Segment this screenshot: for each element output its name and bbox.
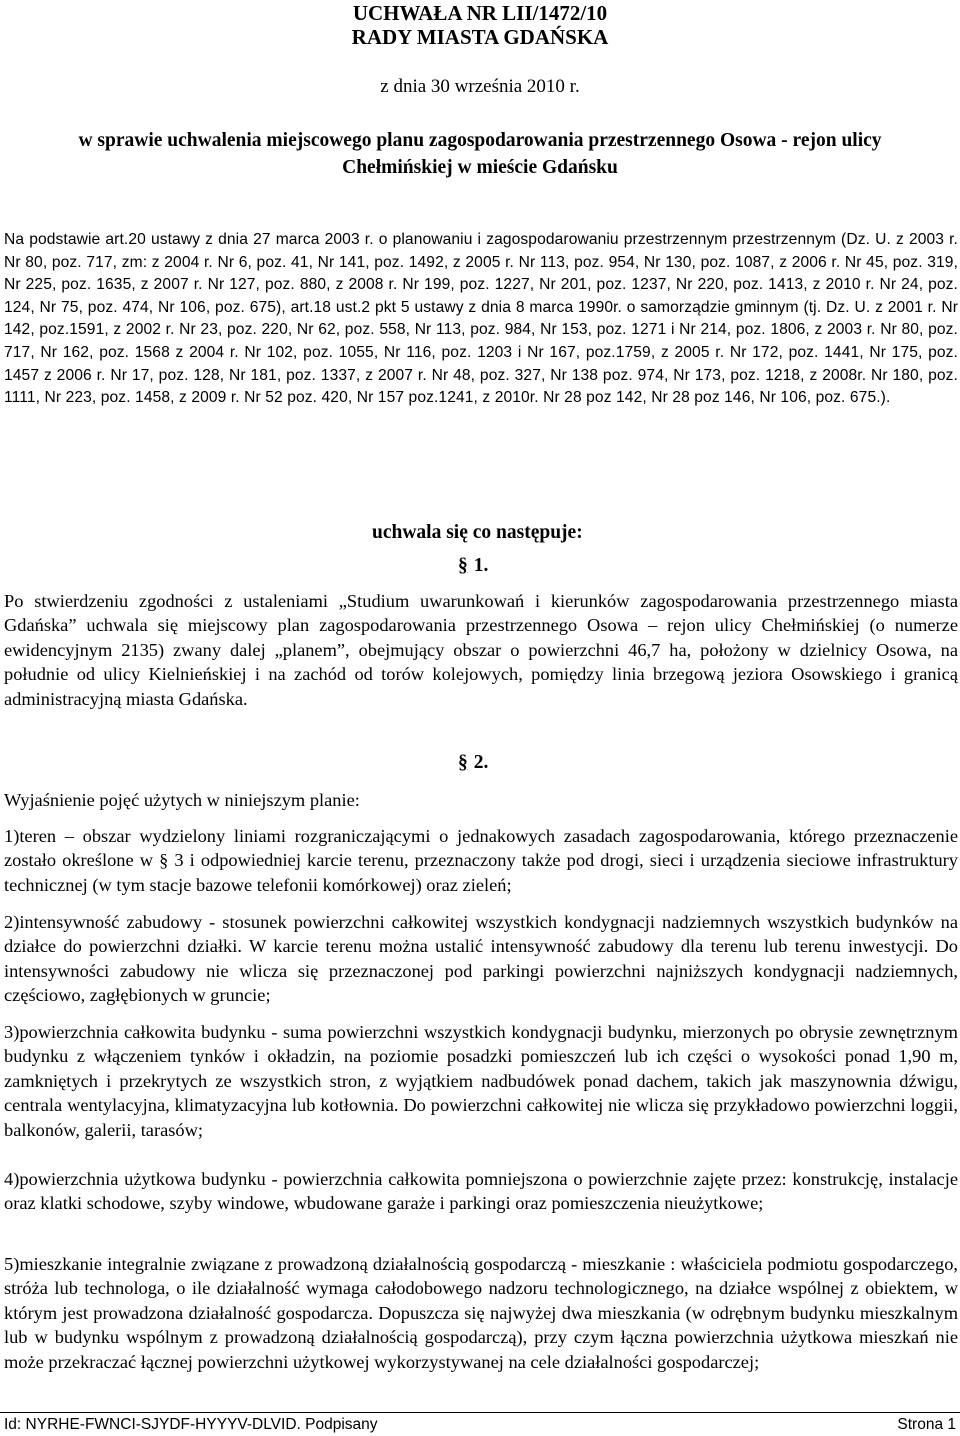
section-1-number: 1. [473,555,489,576]
page-number: Strona 1 [897,1416,956,1433]
definition-5: 5)mieszkanie integralnie związane z prowadzoną działalnością gospodarczą - mieszkanie : właściciela podmiotu gospodarczego, stróża lub technologa, o ile działalność wymaga całodobowego nadzoru technologicznego, na działce wspólnej z obiektem, w którym jest prowadzona działalność gospodarcza. Dopuszcza się najwyżej dwa mieszkania (w odrębnym budynku mieszkalnym lub w budynku wspólnym z prowadzoną działalnością gospodarczą), przy czym łączna powierzchnia użytkowa mieszkań nie może przekraczać łącznej powierzchni użytkowej wykorzystywanej na cele działalności gospodarczej; [4,1254,958,1372]
definition-4: 4)powierzchnia użytkowa budynku - powierzchnia całkowita pomniejszona o powierzchnie zajęte przez: konstrukcję, instalacje oraz klatki schodowe, szyby windowe, wbudowane garaże i parkingi oraz pomieszczenia nieużytkowe; [4,1169,958,1214]
definition-2: 2)intensywność zabudowy - stosunek powierzchni całkowitej wszystkich kondygnacji nadziemnych wszystkich budynków na działce do powierzchni działki. W karcie terenu można ustalić intensywność zabudowy dla terenu lub terenu inwestycji. Do intensywności zabudowy nie wlicza się przeznaczonej pod parkingi powierzchni najniższych kondygnacji nadziemnych, częściowo, zagłębionych w gruncie; [4,912,958,1006]
definition-1: 1)teren – obszar wydzielony liniami rozgraniczającymi o jednakowych zasadach zagospodarowania, którego przeznaczenie zostało określone w § 3 i odpowiedniej karcie terenu, przeznaczony także pod drogi, sieci i urządzenia sieciowe infrastruktury technicznej (w tym stacje bazowe telefonii komórkowej) oraz zieleń; [4,826,958,895]
resolution-date: z dnia 30 września 2010 r. [380,76,580,97]
section-2-heading [458,752,488,774]
footer-divider [0,1412,960,1413]
section-2-number: 2. [473,752,489,773]
definition-3: 3)powierzchnia całkowita budynku - suma powierzchni wszystkich kondygnacji budynku, mierzonych po obrysie zewnętrznym budynku z włączeniem tynków i okładzin, na poziomie posadzki pomieszczeń lub ich części o wysokości ponad 1,90 m, zamkniętych i przekrytych ze wszystkich stron, z wyjątkiem nadbudówek ponad dachem, takich jak maszynownia dźwigu, centrala wentylacyjna, klimatyzacyjna lub kotłownia. Do powierzchni całkowitej nie wlicza się przykładowo powierzchni loggii, balkonów, galerii, tarasów; [4,1022,958,1140]
document-id: Id: NYRHE-FWNCI-SJYDF-HYYYV-DLVID. Podpisany [4,1416,378,1433]
resolution-number: UCHWAŁA NR LII/1472/10 [352,1,608,25]
council-name: RADY MIASTA GDAŃSKA [351,25,609,49]
page-footer [0,1412,960,1436]
section-2-symbol: § [458,752,468,773]
section-1-heading [458,555,488,577]
section-1-text: Po stwierdzeniu zgodności z ustaleniami „Studium uwarunkowań i kierunków zagospodarowania przestrzennego miasta Gdańska” uchwala się miejscowy plan zagospodarowania przestrzennego Osowa – rejon ulicy Chełmińskiej (o numerze ewidencyjnym 2135) zwany dalej „planem”, obejmujący obszar o powierzchni 46,7 ha, położony w dzielnicy Osowa, na południe od ulicy Kielnieńskiej i na zachód od torów kolejowych, pomiędzy linia brzegową jeziora Osowskiego i granicą administracyjną miasta Gdańska. [4,591,958,709]
resolves-heading: uchwala się co następuje: [372,522,583,543]
resolution-subject: w sprawie uchwalenia miejscowego planu zagospodarowania przestrzennego Osowa - rejon ulicy Chełmińskiej w mieście Gdańsku [78,130,882,178]
legal-basis: Na podstawie art.20 ustawy z dnia 27 marca 2003 r. o planowaniu i zagospodarowaniu przestrzennym przestrzennym (Dz. U. z 2003 r. Nr 80, poz. 717, zm: z 2004 r. Nr 6, poz. 41, Nr 141, poz. 1492, z 2005 r. Nr 113, poz. 954, Nr 130, poz. 1087, z 2006 r. Nr 45, poz. 319, Nr 225, poz. 1635, z 2007 r. Nr 127, poz. 880, z 2008 r. Nr 199, poz. 1227, Nr 201, poz. 1237, Nr 220, poz. 1413, z 2010 r. Nr 24, poz. 124, Nr 75, poz. 474, Nr 106, poz. 675), art.18 ust.2 pkt 5 ustawy z dnia 8 marca 1990r. o samorządzie gminnym (tj. Dz. U. z 2001 r. Nr 142, poz.1591, z 2002 r. Nr 23, poz. 220, Nr 62, poz. 558, Nr 113, poz. 984, Nr 153, poz. 1271 i Nr 214, poz. 1806, z 2003 r. Nr 80, poz. 717, Nr 162, poz. 1568 z 2004 r. Nr 102, poz. 1055, Nr 116, poz. 1203 i Nr 167, poz.1759, z 2005 r. Nr 172, poz. 1441, Nr 175, poz. 1457 z 2006 r. Nr 17, poz. 128, Nr 181, poz. 1337, z 2007 r. Nr 48, poz. 327, Nr 138 poz. 974, Nr 173, poz. 1218, z 2008r. Nr 180, poz. 1111, Nr 223, poz. 1458, z 2009 r. Nr 52 poz. 420, Nr 157 poz.1241, z 2010r. Nr 28 poz 142, Nr 28 poz 146, Nr 106, poz. 675.). [4,231,958,407]
section-1-symbol: § [458,555,468,576]
section-2-intro: Wyjaśnienie pojęć użytych w niniejszym planie: [4,790,360,810]
